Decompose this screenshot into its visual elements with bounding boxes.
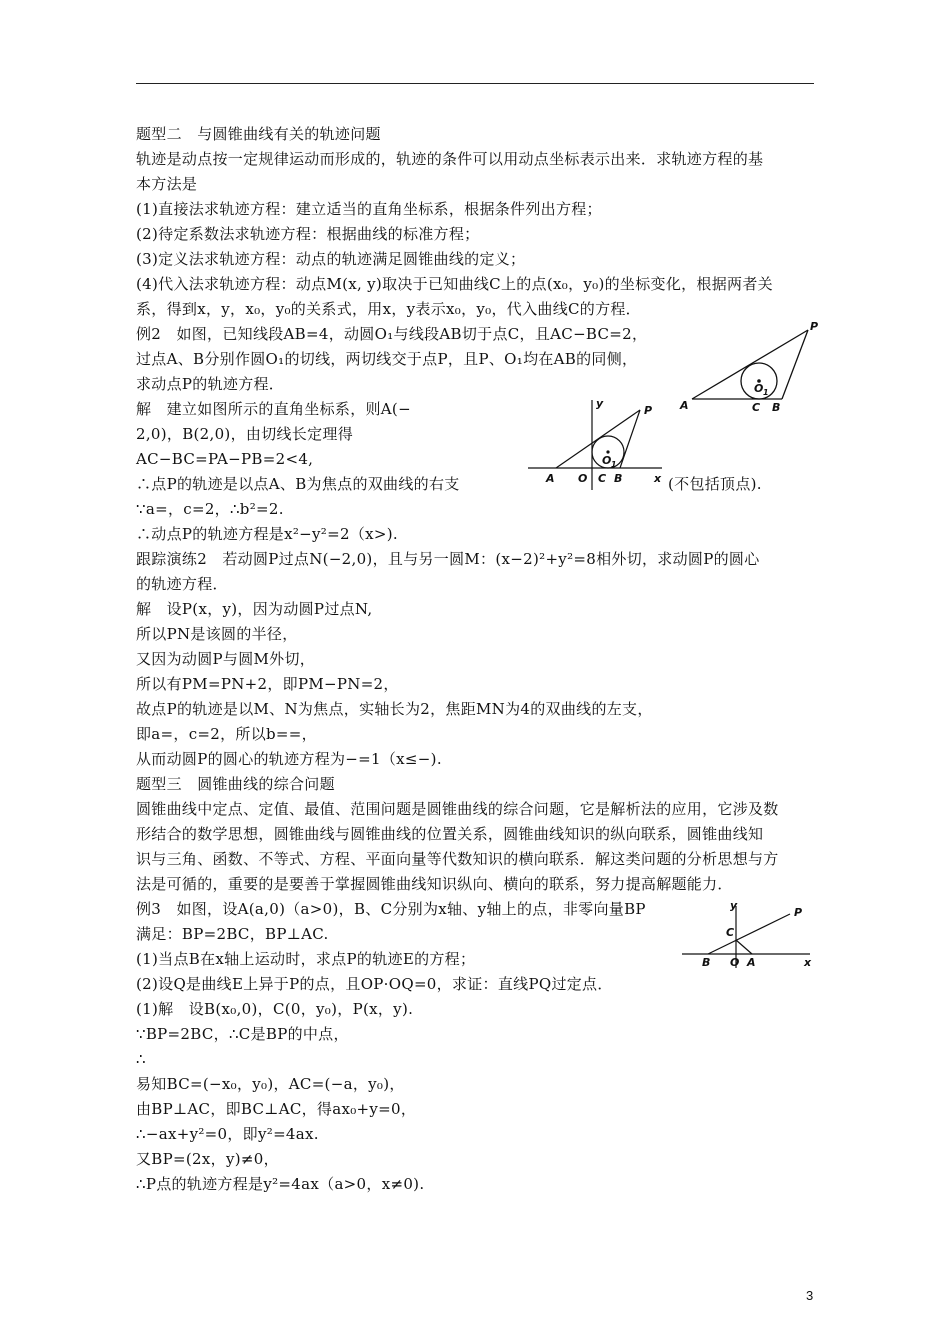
text-line: 所以有PM=PN+2，即PM−PN=2， xyxy=(136,675,399,693)
text-line: 解 建立如图所示的直角坐标系，则A(− xyxy=(136,400,411,418)
label-P: P xyxy=(810,320,819,333)
figure-tangent-circle xyxy=(670,318,820,418)
figure-vector-perpendicular xyxy=(680,898,820,970)
text-line: 易知BC=(−x₀，y₀)，AC=(−a，y₀)， xyxy=(136,1075,405,1093)
label-O: O xyxy=(578,472,588,485)
text-line: 形结合的数学思想，圆锥曲线与圆锥曲线的位置关系，圆锥曲线知识的纵向联系，圆锥曲线知 xyxy=(136,825,764,843)
text-line: 由BP⊥AC，即BC⊥AC，得ax₀+y=0， xyxy=(136,1100,417,1118)
text-line: 2,0)，B(2,0)，由切线长定理得 xyxy=(136,425,353,443)
text-line: (1)解 设B(x₀,0)，C(0，y₀)，P(x，y). xyxy=(136,1000,414,1018)
label-O1: O xyxy=(602,454,612,467)
text-line: 轨迹是动点按一定规律运动而形成的，轨迹的条件可以用动点坐标表示出来．求轨迹方程的基 xyxy=(136,150,764,168)
label-P: P xyxy=(644,404,653,417)
text-line: 满足：BP=2BC，BP⊥AC. xyxy=(136,925,329,943)
label-O1-sub: 1 xyxy=(611,460,617,469)
text-line: AC−BC=PA−PB=2<4, xyxy=(136,450,314,468)
text-line: 所以PN是该圆的半径， xyxy=(136,625,298,643)
text-line: 法是可循的，重要的是要善于掌握圆锥曲线知识纵向、横向的联系，努力提高解题能力． xyxy=(136,875,733,893)
text-line: (3)定义法求轨迹方程：动点的轨迹满足圆锥曲线的定义； xyxy=(136,250,526,268)
text-line: ∴动点P的轨迹方程是x²−y²=2（x>). xyxy=(136,525,398,543)
text-line: ∴点P的轨迹是以点A、B为焦点的双曲线的右支 xyxy=(136,475,460,493)
label-P: P xyxy=(794,906,803,919)
text-line: ∴−ax+y²=0，即y²=4ax. xyxy=(136,1125,319,1143)
text-line: 求动点P的轨迹方程． xyxy=(136,375,285,393)
text-line: (1)当点B在x轴上运动时，求点P的轨迹E的方程； xyxy=(136,950,476,968)
text-line: ∵a=，c=2，∴b²=2. xyxy=(136,500,284,518)
example-3: 例3 如图，设A(a,0)（a>0)，B、C分别为x轴、y轴上的点，非零向量BP xyxy=(136,900,646,918)
label-B: B xyxy=(614,472,623,485)
text-line: ∴P点的轨迹方程是y²=4ax（a>0，x≠0). xyxy=(136,1175,425,1193)
label-B: B xyxy=(702,956,711,969)
followup-exercise-2: 跟踪演练2 若动圆P过点N(−2,0)，且与另一圆M：(x−2)²+y²=8相外切，求动圆P的圆心 xyxy=(136,550,760,568)
text-line: 又BP=(2x，y)≠0， xyxy=(136,1150,279,1168)
section-title-3: 题型三 圆锥曲线的综合问题 xyxy=(136,775,335,793)
label-C: C xyxy=(752,401,761,414)
text-line: 从而动圆P的圆心的轨迹方程为−=1（x≤−). xyxy=(136,750,442,768)
label-A: A xyxy=(546,472,555,485)
page-number: 3 xyxy=(806,1288,814,1303)
label-O: O xyxy=(730,956,740,969)
label-A: A xyxy=(747,956,756,969)
label-C: C xyxy=(598,472,607,485)
label-y: y xyxy=(596,397,604,410)
text-line: ∴ xyxy=(136,1050,146,1068)
text-line: (2)设Q是曲线E上异于P的点，且OP·OQ=0，求证：直线PQ过定点． xyxy=(136,975,613,993)
label-x: x xyxy=(804,956,812,969)
label-C: C xyxy=(726,926,735,939)
example-2: 例2 如图，已知线段AB=4，动圆O₁与线段AB切于点C，且AC−BC=2， xyxy=(136,325,648,343)
section-title-2: 题型二 与圆锥曲线有关的轨迹问题 xyxy=(136,125,381,143)
text-line: ∵BP=2BC，∴C是BP的中点， xyxy=(136,1025,349,1043)
label-O1: O xyxy=(754,382,764,395)
label-x: x xyxy=(654,472,662,485)
figure-coordinate-tangent xyxy=(528,396,668,492)
text-line: 识与三角、函数、不等式、方程、平面向量等代数知识的横向联系．解这类问题的分析思想与方 xyxy=(136,850,779,868)
text-line: 的轨迹方程． xyxy=(136,575,228,593)
text-line: (4)代入法求轨迹方程：动点M(x, y)取决于已知曲线C上的点(x₀，y₀)的坐标变化，根据两者关 xyxy=(136,275,773,293)
text-line: 本方法是 xyxy=(136,175,198,193)
text-line: 圆锥曲线中定点、定值、最值、范围问题是圆锥曲线的综合问题，它是解析法的应用，它涉及数 xyxy=(136,800,779,818)
text-line: (1)直接法求轨迹方程：建立适当的直角坐标系，根据条件列出方程； xyxy=(136,200,602,218)
label-A: A xyxy=(680,399,689,412)
text-line: 即a=，c=2，所以b==， xyxy=(136,725,317,743)
label-B: B xyxy=(772,401,781,414)
label-y: y xyxy=(730,899,738,912)
label-O1-sub: 1 xyxy=(763,388,769,397)
text-line: 解 设P(x，y)，因为动圆P过点N, xyxy=(136,600,373,618)
text-line: 又因为动圆P与圆M外切， xyxy=(136,650,316,668)
header-rule xyxy=(136,83,814,84)
text-line: 系，得到x，y，x₀，y₀的关系式，用x，y表示x₀，y₀，代入曲线C的方程． xyxy=(136,300,641,318)
text-line: 过点A、B分别作圆O₁的切线，两切线交于点P，且P、O₁均在AB的同侧， xyxy=(136,350,638,368)
text-line: (2)待定系数法求轨迹方程：根据曲线的标准方程； xyxy=(136,225,480,243)
text-line-trailing: (不包括顶点). xyxy=(668,475,762,493)
text-line: 故点P的轨迹是以M、N为焦点，实轴长为2，焦距MN为4的双曲线的左支， xyxy=(136,700,653,718)
